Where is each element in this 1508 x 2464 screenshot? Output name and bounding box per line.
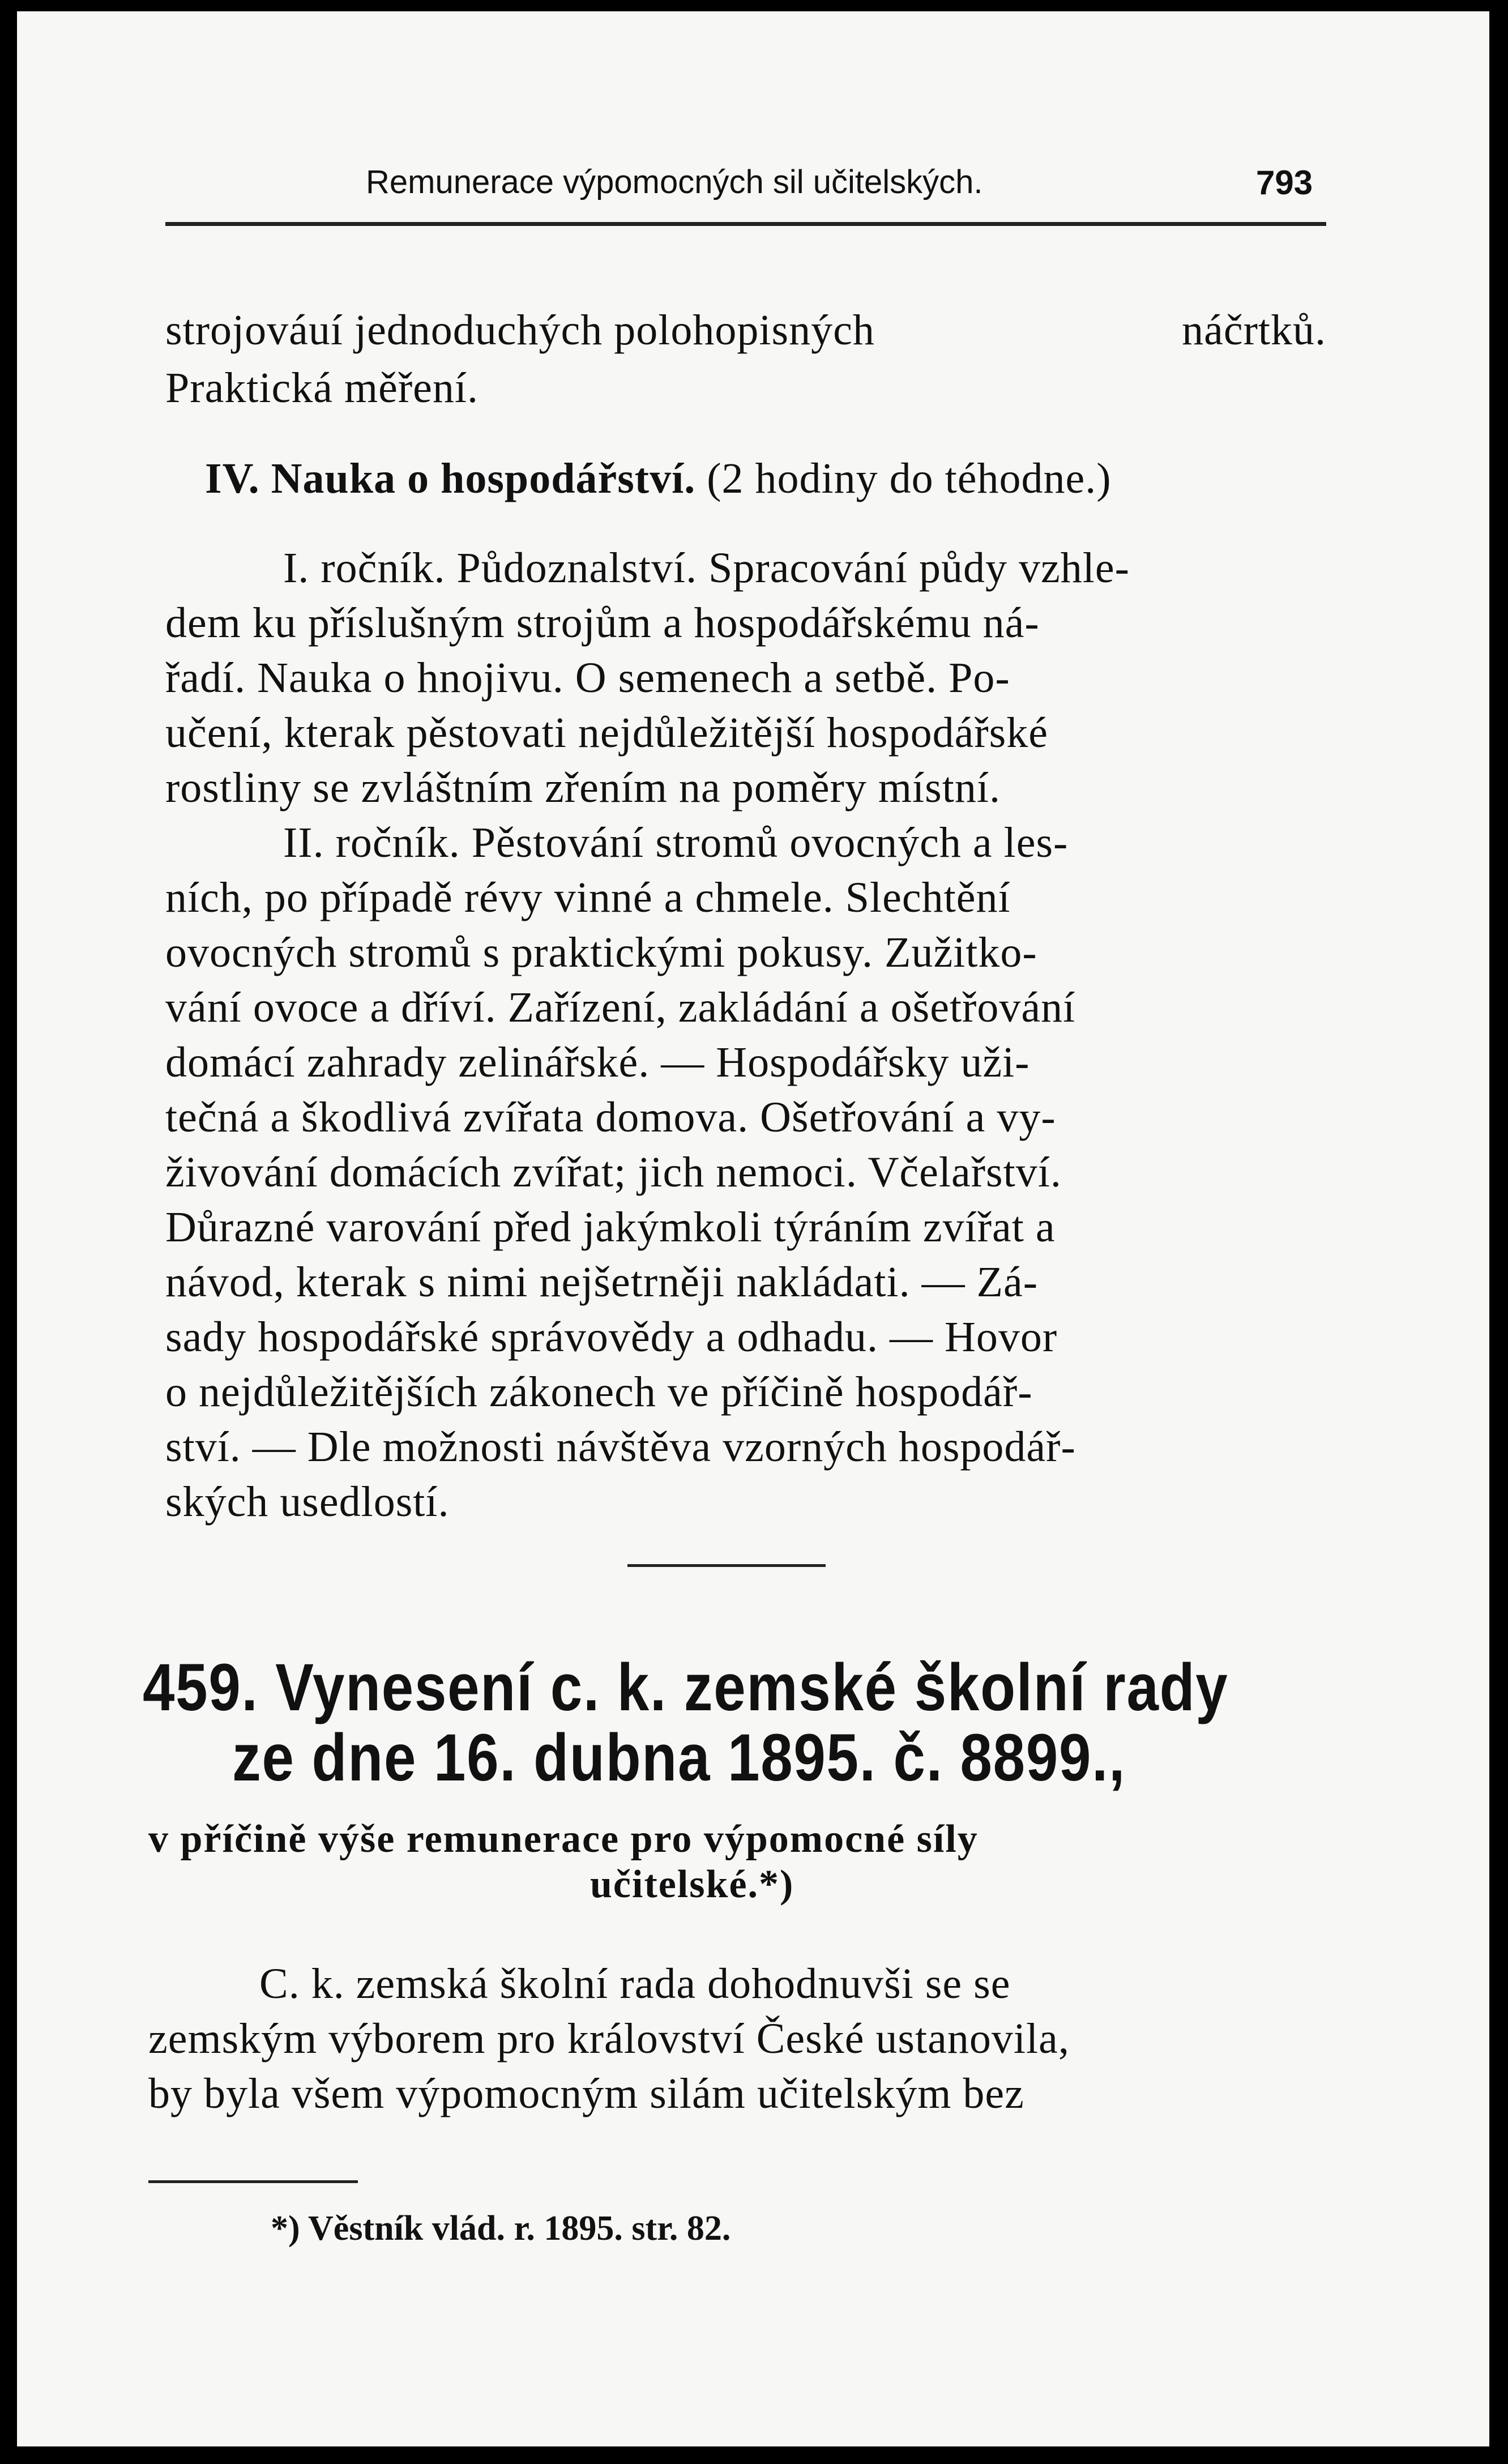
book-page [17, 11, 1489, 2446]
body-line: návod, kterak s nimi nejšetrněji nakládati. — Zá- [165, 1258, 1039, 1306]
body-line: Důrazné varování před jakýmkoli týráním zvířat a [165, 1203, 1056, 1251]
body-line-text: strojováuí jednoduchých polohopisných [165, 306, 875, 354]
footnote: *) Věstník vlád. r. 1895. str. 82. [271, 2209, 731, 2248]
decree-title-continued: ze dne 16. dubna 1895. č. 8899., [232, 1720, 1126, 1795]
body-line: učení, kterak pěstovati nejdůležitější hospodářské [165, 709, 1048, 757]
body-line: sady hospodářské správovědy a odhadu. — Hovor [165, 1313, 1058, 1361]
body-line: tečná a škodlivá zvířata domova. Ošetřování a vy- [165, 1094, 1056, 1141]
body-line: o nejdůležitějších zákonech ve příčině hospodář- [165, 1368, 1033, 1416]
section-heading [205, 454, 1112, 503]
decree-subtitle: v příčině výše remunerace pro výpomocné síly [148, 1817, 979, 1861]
body-line: I. ročník. Půdoznalství. Spracování půdy vzhle- [283, 544, 1130, 592]
body-line: rostliny se zvláštním zřením na poměry místní. [165, 764, 1001, 812]
decree-title: 459. Vynesení c. k. zemské školní rady [143, 1650, 1229, 1725]
body-line: ství. — Dle možnosti návštěva vzorných hospodář- [165, 1423, 1076, 1471]
decree-line: zemským výborem pro království České ustanovila, [148, 2015, 1070, 2062]
body-line: ských usedlostí. [165, 1478, 450, 1526]
section-hours: (2 hodiny do téhodne.) [707, 455, 1112, 502]
body-line: řadí. Nauka o hnojivu. O semenech a setbě. Po- [165, 654, 1010, 702]
running-title: Remunerace výpomocných sil učitelských. [366, 164, 983, 200]
section-title: Nauka o hospodářství. [271, 455, 696, 502]
body-line: dem ku příslušným strojům a hospodářskému ná- [165, 599, 1040, 647]
body-line: II. ročník. Pěstování stromů ovocných a les- [283, 819, 1069, 866]
decree-line: C. k. zemská školní rada dohodnuvši se se [259, 1960, 1011, 2008]
header-rule [165, 222, 1326, 226]
body-line-text: náčrtků. [1182, 306, 1326, 354]
page-number: 793 [1256, 164, 1313, 202]
body-line: Praktická měření. [165, 364, 479, 412]
body-line: vání ovoce a dříví. Zařízení, zakládání a ošetřování [165, 984, 1076, 1031]
decree-line: by byla všem výpomocným silám učitelským bez [148, 2070, 1024, 2117]
body-line: domácí zahrady zelinářské. — Hospodářsky uži- [165, 1039, 1030, 1086]
section-numeral: IV. [205, 455, 260, 502]
footnote-rule [148, 2180, 358, 2183]
decree-subtitle-continued: učitelské.*) [590, 1863, 794, 1906]
body-line: živování domácích zvířat; jich nemoci. Včelařství. [165, 1148, 1062, 1196]
body-line: ovocných stromů s praktickými pokusy. Zužitko- [165, 929, 1037, 976]
body-line [165, 306, 1326, 355]
body-line: ních, po případě révy vinné a chmele. Slechtění [165, 874, 1011, 921]
section-separator [627, 1564, 826, 1567]
